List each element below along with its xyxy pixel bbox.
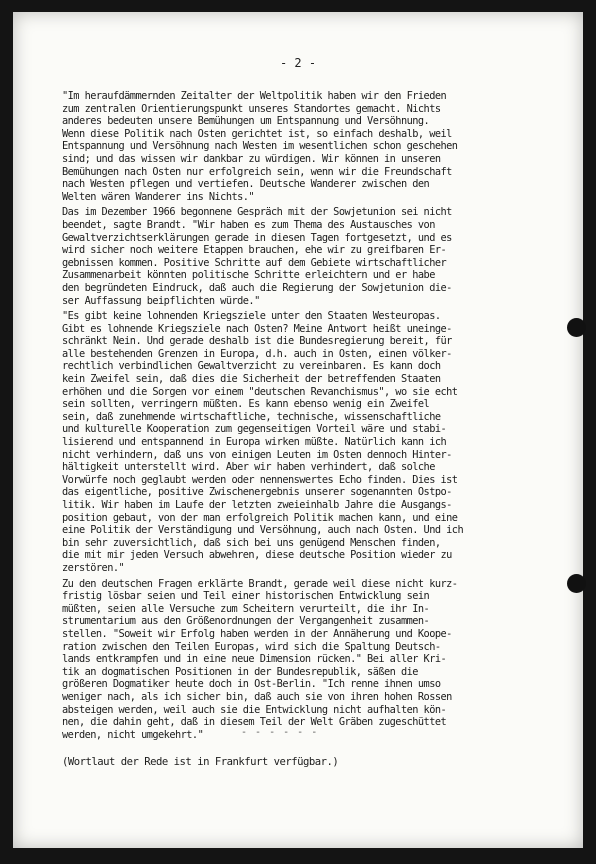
text-line: stellen. "Soweit wir Erfolg haben werden in der Annäherung und Koope- xyxy=(62,627,452,640)
punch-hole-top xyxy=(567,318,586,337)
separator-line: - - - - - - xyxy=(241,727,319,738)
text-line: alle bestehenden Grenzen in Europa, d.h. auch in Osten, einen völker- xyxy=(62,347,452,360)
text-line: den begründeten Eindruck, daß auch die Regierung der Sowjetunion die- xyxy=(62,281,452,294)
text-line: lands entkrampfen und in eine neue Dimension rücken." Bei aller Kri- xyxy=(62,653,447,666)
text-line: Zusammenarbeit könnten politische Schritte erleichtern und er habe xyxy=(62,269,435,282)
text-line: litik. Wir haben im Laufe der letzten zweieinhalb Jahre die Ausgangs- xyxy=(62,499,452,511)
text-line: die mit mir jeden Versuch abwehren, diese deutsche Position wieder zu xyxy=(62,549,452,562)
text-line: anderes bedeuten unsere Bemühungen um Entspannung und Versöhnung. xyxy=(62,115,430,128)
text-line: rechtlich verbindlichen Gewaltverzicht zu vereinbaren. Es kann doch xyxy=(62,360,441,373)
text-line: Wenn diese Politik nach Osten gerichtet ist, so einfach deshalb, weil xyxy=(62,127,452,140)
document-page xyxy=(13,12,583,848)
text-line: zerstören." xyxy=(62,561,125,574)
footer-note: (Wortlaut der Rede ist in Frankfurt verfügbar.) xyxy=(62,756,339,768)
paragraph xyxy=(62,206,558,307)
text-line: Zu den deutschen Fragen erklärte Brandt, gerade weil diese nicht kurz- xyxy=(62,577,458,590)
text-line: ration zwischen den Teilen Europas, wird sich die Spaltung Deutsch- xyxy=(62,640,441,653)
text-line: müßten, seien alle Versuche zum Scheitern verurteilt, die ihr In- xyxy=(62,602,430,615)
text-line: sein, daß zunehmende wirtschaftliche, technische, wissenschaftliche xyxy=(62,410,441,423)
text-line: position gebaut, von der man erfolgreich Politik machen kann, und eine xyxy=(62,511,458,524)
text-line: Das im Dezember 1966 begonnene Gespräch mit der Sowjetunion sei nicht xyxy=(62,206,452,219)
paragraph-list xyxy=(62,90,558,741)
text-line: nicht verhindern, daß uns von einigen Leuten im Osten dennoch Hinter- xyxy=(62,448,452,461)
text-line: lisierend und entspannend in Europa wirken müßte. Natürlich kann ich xyxy=(62,436,447,449)
text-line: Gibt es lohnende Kriegsziele nach Osten? Meine Antwort heißt uneinge- xyxy=(62,322,452,335)
text-line: Vorwürfe noch geglaubt werden oder nennenswertes Echo finden. Dies ist xyxy=(62,473,458,486)
text-line: Gewaltverzichtserklärungen gerade in diesen Tagen fortgesetzt, und es xyxy=(62,231,452,244)
text-line: Bemühungen nach Osten nur erfolgreich sein, wenn wir die Freundschaft xyxy=(62,165,452,178)
text-line: fristig lösbar seien und Teil einer historischen Entwicklung sein xyxy=(62,590,430,603)
text-line: größeren Dogmatiker heute doch in Ost-Berlin. "Ich renne ihnen umso xyxy=(62,678,441,691)
text-line: sein sollten, verringern müßten. Es kann ebenso wenig ein Zweifel xyxy=(62,398,430,411)
text-line: zum zentralen Orientierungspunkt unseres Standortes gemacht. Nichts xyxy=(62,102,441,115)
paragraph xyxy=(62,310,558,574)
text-line: sind; und das wissen wir dankbar zu würdigen. Wir können in unseren xyxy=(62,152,441,165)
page-number: - 2 - xyxy=(279,56,317,70)
text-line: absteigen werden, weil auch sie die Entwicklung nicht aufhalten kön- xyxy=(62,703,447,716)
text-line: wird sicher noch weitere Etappen brauchen, ehe wir zu greifbaren Er- xyxy=(62,244,447,257)
text-line: kein Zweifel sein, daß dies die Sicherheit der betreffenden Staaten xyxy=(62,373,441,386)
text-line: nen, die dahin geht, daß in diesem Teil der Welt Gräben zugeschüttet xyxy=(62,716,447,729)
text-line: erhöhen und die Sorgen vor einem "deutschen Revanchismus", wo sie echt xyxy=(62,385,458,398)
paragraph xyxy=(62,90,558,203)
text-line: tik an dogmatischen Positionen in der Bundesrepublik, säßen die xyxy=(62,665,418,678)
text-line: strumentarium aus den Größenordnungen der Vergangenheit zusammen- xyxy=(62,615,430,628)
text-line: Welten wären Wanderer ins Nichts." xyxy=(62,190,255,203)
text-line: eine Politik der Verständigung und Versöhnung, auch nach Osten. Und ich xyxy=(62,524,464,537)
text-line: werden, nicht umgekehrt." xyxy=(62,728,204,741)
punch-hole-bottom xyxy=(567,574,586,593)
text-line: weniger nach, als ich sicher bin, daß auch sie von ihren hohen Rossen xyxy=(62,690,452,703)
text-line: nach Westen pflegen und vertiefen. Deutsche Wanderer zwischen den xyxy=(62,178,430,191)
text-line: "Es gibt keine lohnenden Kriegsziele unter den Staaten Westeuropas. xyxy=(62,310,441,323)
text-line: gebnissen kommen. Positive Schritte auf dem Gebiete wirtschaftlicher xyxy=(62,256,447,269)
text-line: "Im heraufdämmernden Zeitalter der Weltpolitik haben wir den Frieden xyxy=(62,90,447,102)
text-line: und kulturelle Kooperation zum gegenseitigen Vorteil wäre und stabi- xyxy=(62,423,447,436)
paragraph xyxy=(62,578,558,742)
text-line: schränkt Nein. Und gerade deshalb ist die Bundesregierung bereit, für xyxy=(62,335,452,348)
text-line: das eigentliche, positive Zwischenergebnis unserer sogenannten Ostpo- xyxy=(62,486,452,499)
text-line: bin sehr zuversichtlich, daß sich bei uns genügend Menschen finden, xyxy=(62,536,441,549)
text-line: ser Auffassung beipflichten würde." xyxy=(62,294,260,307)
document-body xyxy=(62,90,558,741)
text-line: hältigkeit unterstellt wird. Aber wir haben verhindert, daß solche xyxy=(62,461,435,474)
text-line: beendet, sagte Brandt. "Wir haben es zum Thema des Austausches von xyxy=(62,218,435,231)
text-line: Entspannung und Versöhnung nach Westen im wesentlichen schon geschehen xyxy=(62,140,458,153)
